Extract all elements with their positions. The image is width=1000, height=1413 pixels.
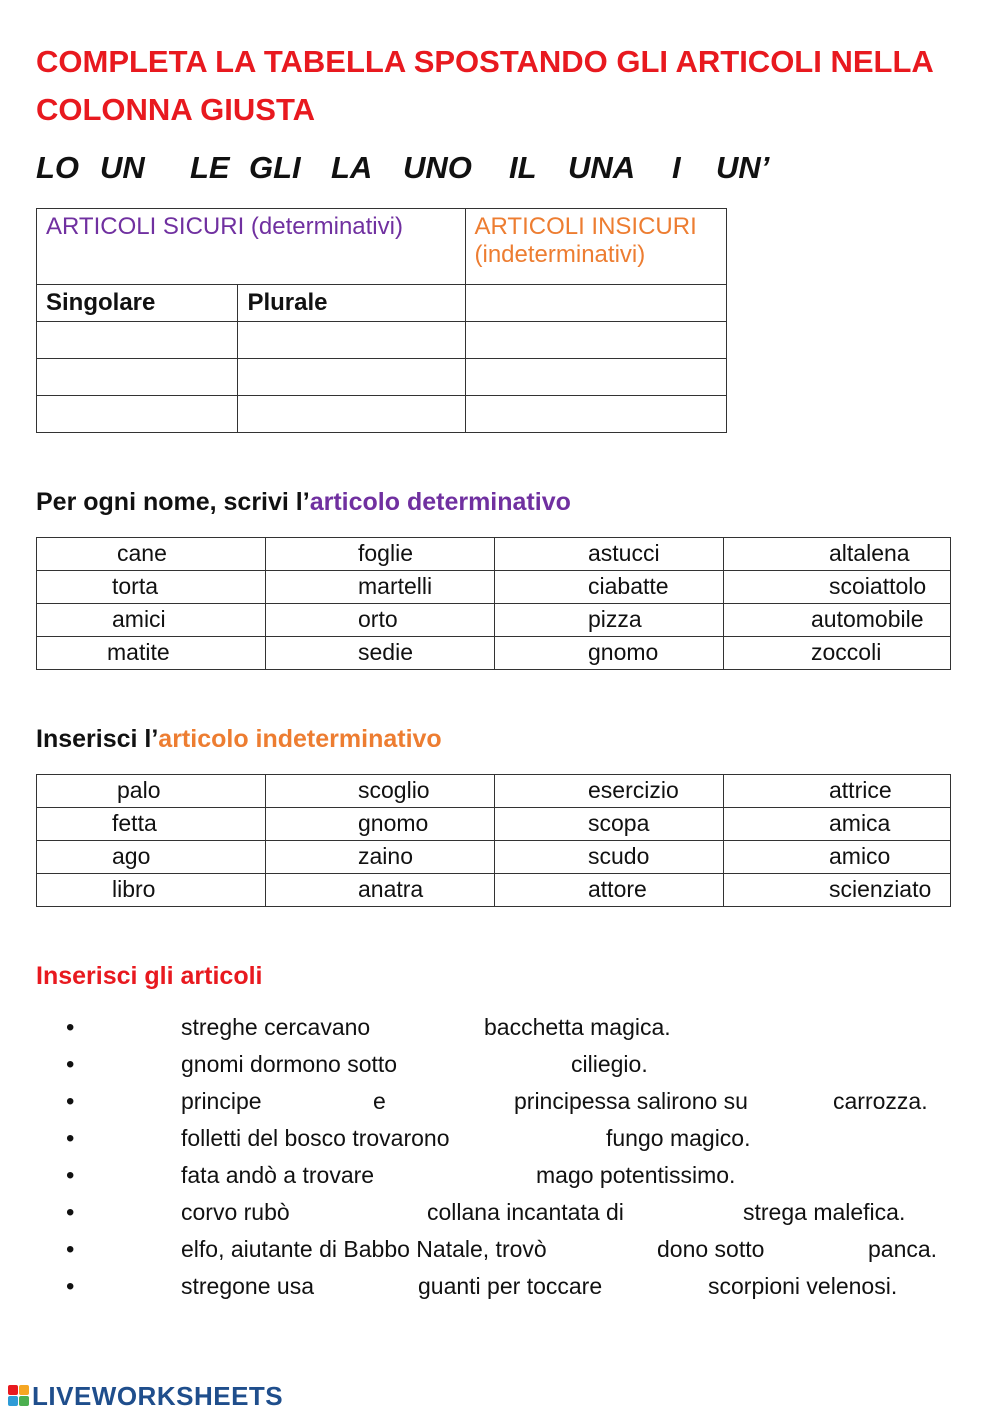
noun-cell[interactable]: libro bbox=[112, 876, 156, 902]
drop-cell[interactable] bbox=[37, 396, 238, 433]
section-determinativo-prefix: Per ogni nome, scrivi l’ bbox=[36, 488, 310, 516]
noun-cell[interactable]: scopa bbox=[588, 810, 650, 836]
article-word[interactable]: LE bbox=[190, 150, 230, 185]
noun-cell[interactable]: zaino bbox=[358, 843, 413, 869]
header-singolare: Singolare bbox=[37, 285, 238, 322]
article-word[interactable]: IL bbox=[509, 150, 537, 185]
table-row bbox=[37, 571, 951, 604]
header-insicuri-line2: (indeterminativi) bbox=[474, 241, 646, 268]
bullet-icon: • bbox=[66, 1236, 75, 1263]
bullet-icon: • bbox=[66, 1162, 75, 1189]
noun-cell[interactable]: martelli bbox=[358, 573, 433, 599]
article-word[interactable]: UN’ bbox=[716, 150, 770, 185]
sentence-segment: elfo, aiutante di Babbo Natale, trovò bbox=[181, 1236, 547, 1262]
section-indeterminativo-highlight: articolo indeterminativo bbox=[158, 725, 442, 753]
sentence-segment: bacchetta magica. bbox=[484, 1014, 671, 1040]
sentence-segment: principe bbox=[181, 1088, 262, 1114]
noun-cell[interactable]: amici bbox=[112, 606, 166, 632]
sentence-segment: strega malefica. bbox=[743, 1199, 906, 1225]
noun-cell[interactable]: pizza bbox=[588, 606, 642, 632]
drop-cell[interactable] bbox=[465, 322, 727, 359]
noun-cell[interactable]: gnomo bbox=[358, 810, 429, 836]
drop-cell[interactable] bbox=[465, 396, 727, 433]
noun-cell[interactable]: amica bbox=[829, 810, 891, 836]
section-determinativo-title bbox=[36, 488, 571, 517]
article-word[interactable]: I bbox=[672, 150, 681, 185]
noun-cell[interactable]: zoccoli bbox=[811, 639, 882, 665]
table-row bbox=[37, 637, 951, 670]
noun-cell[interactable]: torta bbox=[112, 573, 159, 599]
section-indeterminativo-prefix: Inserisci l’ bbox=[36, 725, 159, 753]
sentence-list bbox=[36, 1010, 966, 1306]
article-word[interactable]: UNA bbox=[568, 150, 636, 185]
drop-cell[interactable] bbox=[37, 359, 238, 396]
table-row bbox=[37, 775, 951, 808]
noun-cell[interactable]: orto bbox=[358, 606, 398, 632]
sentence-segment: guanti per toccare bbox=[418, 1273, 603, 1299]
determinativo-grid bbox=[36, 537, 951, 670]
list-item bbox=[36, 1158, 966, 1195]
list-item bbox=[36, 1195, 966, 1232]
noun-cell[interactable]: foglie bbox=[358, 540, 413, 566]
noun-cell[interactable]: sedie bbox=[358, 639, 413, 665]
noun-cell[interactable]: scoglio bbox=[358, 777, 430, 803]
sentence-segment: streghe cercavano bbox=[181, 1014, 371, 1040]
drop-cell[interactable] bbox=[465, 359, 727, 396]
bullet-icon: • bbox=[66, 1014, 75, 1041]
noun-cell[interactable]: esercizio bbox=[588, 777, 679, 803]
sentence-segment: stregone usa bbox=[181, 1273, 314, 1299]
section-articoli-title: Inserisci gli articoli bbox=[36, 962, 263, 990]
noun-cell[interactable]: gnomo bbox=[588, 639, 659, 665]
header-plurale: Plurale bbox=[238, 285, 465, 322]
list-item bbox=[36, 1269, 966, 1306]
sentence-segment: principessa salirono su bbox=[514, 1088, 748, 1114]
sentence-segment: fungo magico. bbox=[606, 1125, 751, 1151]
noun-cell[interactable]: attore bbox=[588, 876, 647, 902]
noun-cell[interactable]: amico bbox=[829, 843, 891, 869]
noun-cell[interactable]: ciabatte bbox=[588, 573, 669, 599]
liveworksheets-logo[interactable] bbox=[8, 1380, 283, 1412]
drop-cell[interactable] bbox=[37, 322, 238, 359]
sentence-segment: folletti del bosco trovarono bbox=[181, 1125, 450, 1151]
noun-cell[interactable]: scoiattolo bbox=[829, 573, 927, 599]
noun-cell[interactable]: cane bbox=[117, 540, 167, 566]
noun-cell[interactable]: palo bbox=[117, 777, 161, 803]
list-item bbox=[36, 1232, 966, 1269]
header-articoli-insicuri bbox=[465, 209, 727, 285]
noun-cell[interactable]: astucci bbox=[588, 540, 660, 566]
bullet-icon: • bbox=[66, 1199, 75, 1226]
sentence-segment: ciliegio. bbox=[571, 1051, 648, 1077]
sentence-segment: corvo rubò bbox=[181, 1199, 290, 1225]
noun-cell[interactable]: ago bbox=[112, 843, 151, 869]
bullet-icon: • bbox=[66, 1273, 75, 1300]
article-word[interactable]: UN bbox=[100, 150, 145, 185]
indeterminativo-grid bbox=[36, 774, 951, 907]
sentence-segment: collana incantata di bbox=[427, 1199, 624, 1225]
article-word[interactable]: LA bbox=[331, 150, 373, 185]
drop-cell[interactable] bbox=[465, 285, 727, 322]
noun-cell[interactable]: altalena bbox=[829, 540, 910, 566]
sentence-segment: e bbox=[373, 1088, 386, 1114]
article-word[interactable]: LO bbox=[36, 150, 80, 185]
list-item bbox=[36, 1084, 966, 1121]
drop-cell[interactable] bbox=[238, 359, 465, 396]
header-articoli-sicuri: ARTICOLI SICURI (determinativi) bbox=[37, 209, 466, 285]
sentence-segment: mago potentissimo. bbox=[536, 1162, 736, 1188]
sentence-segment: carrozza. bbox=[833, 1088, 928, 1114]
section-indeterminativo-title bbox=[36, 725, 442, 754]
articles-sort-table bbox=[36, 208, 727, 433]
logo-text: LIVEWORKSHEETS bbox=[32, 1380, 284, 1411]
bullet-icon: • bbox=[66, 1125, 75, 1152]
table-row bbox=[37, 538, 951, 571]
article-word[interactable]: GLI bbox=[249, 150, 301, 185]
noun-cell[interactable]: scudo bbox=[588, 843, 650, 869]
noun-cell[interactable]: automobile bbox=[811, 606, 924, 632]
header-insicuri-line1: ARTICOLI INSICURI bbox=[474, 213, 697, 240]
table-row bbox=[37, 841, 951, 874]
noun-cell[interactable]: attrice bbox=[829, 777, 892, 803]
section-determinativo-highlight: articolo determinativo bbox=[309, 488, 571, 516]
list-item bbox=[36, 1121, 966, 1158]
sentence-segment: scorpioni velenosi. bbox=[708, 1273, 898, 1299]
noun-cell[interactable]: matite bbox=[107, 639, 170, 665]
sentence-segment: gnomi dormono sotto bbox=[181, 1051, 398, 1077]
table-row bbox=[37, 874, 951, 907]
sentence-segment: panca. bbox=[868, 1236, 938, 1262]
bullet-icon: • bbox=[66, 1051, 75, 1078]
list-item bbox=[36, 1047, 966, 1084]
table-row bbox=[37, 604, 951, 637]
sentence-segment: dono sotto bbox=[657, 1236, 765, 1262]
noun-cell[interactable]: fetta bbox=[112, 810, 157, 836]
logo-blocks-icon bbox=[8, 1385, 30, 1407]
drop-cell[interactable] bbox=[238, 396, 465, 433]
table-row bbox=[37, 808, 951, 841]
drop-cell[interactable] bbox=[238, 322, 465, 359]
noun-cell[interactable]: scienziato bbox=[829, 876, 932, 902]
bullet-icon: • bbox=[66, 1088, 75, 1115]
worksheet-title: COMPLETA LA TABELLA SPOSTANDO GLI ARTICOLI NELLA COLONNA GIUSTA bbox=[36, 44, 933, 127]
list-item bbox=[36, 1010, 966, 1047]
article-word[interactable]: UNO bbox=[403, 150, 472, 185]
noun-cell[interactable]: anatra bbox=[358, 876, 424, 902]
sentence-segment: fata andò a trovare bbox=[181, 1162, 375, 1188]
